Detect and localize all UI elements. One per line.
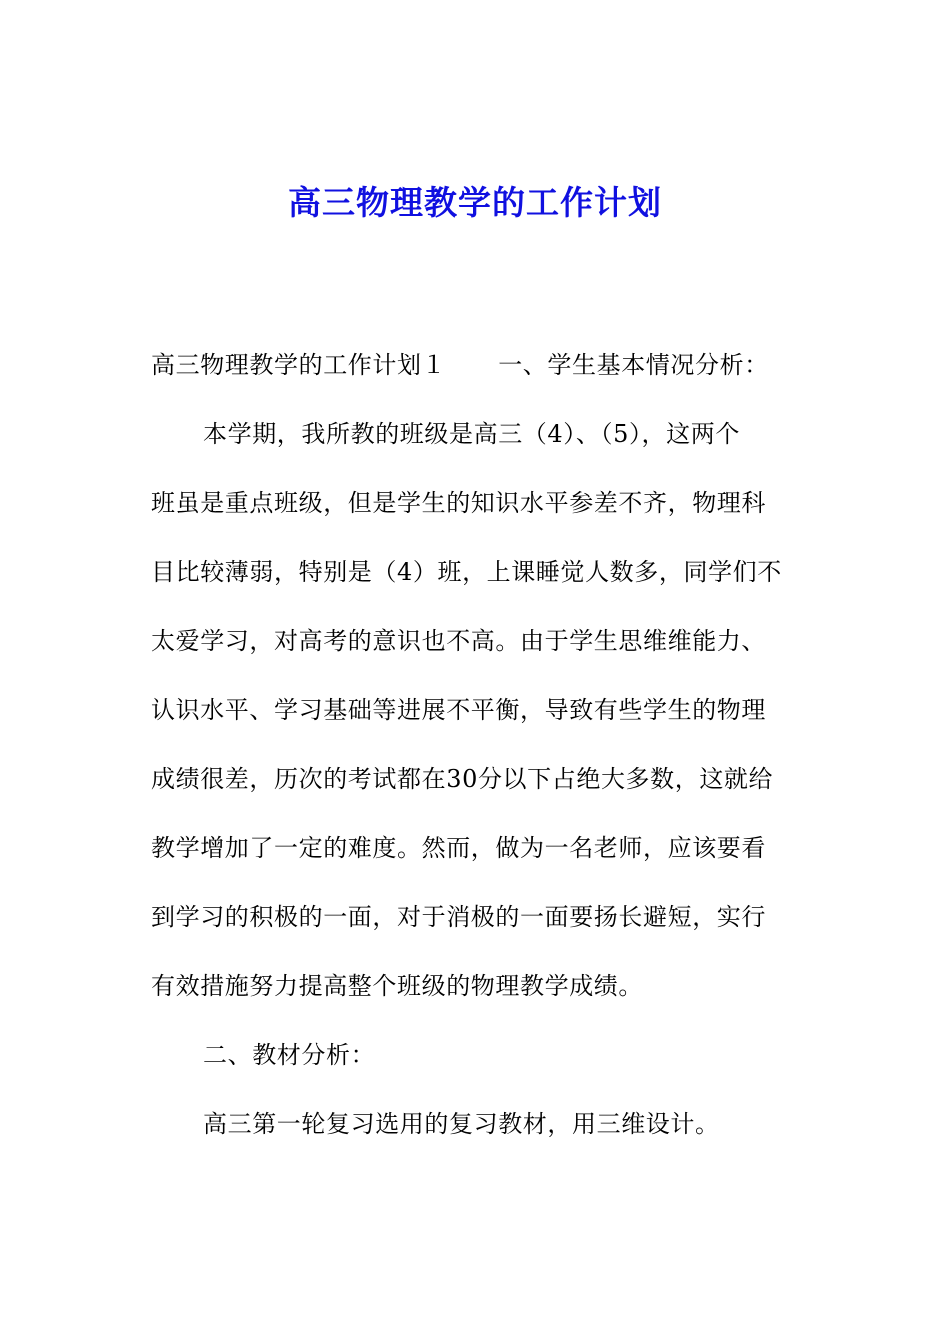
section2-heading: 二、教材分析： [203, 1041, 376, 1069]
section2 [151, 1021, 803, 1159]
paragraph-line: 有效措施努力提高整个班级的物理教学成绩。 [151, 972, 643, 1000]
paragraph-line: 班虽是重点班级，但是学生的知识水平参差不齐，物理科 [151, 489, 766, 517]
document-body [151, 331, 803, 1159]
plan-heading: 高三物理教学的工作计划１ [151, 351, 447, 379]
paragraph-line: 本学期，我所教的班级是高三（4）、（5），这两个 [203, 420, 740, 448]
paragraph-line: 太爱学习，对高考的意识也不高。由于学生思维维能力、 [151, 627, 766, 655]
paragraph-line: 成绩很差，历次的考试都在30分以下占绝大多数，这就给 [151, 765, 774, 793]
paragraph-line: 到学习的积极的一面，对于消极的一面要扬长避短，实行 [151, 903, 766, 931]
paragraph-student-analysis [151, 400, 803, 1021]
intro-line-text [151, 331, 803, 400]
section1-heading: 一、学生基本情况分析： [498, 351, 769, 379]
paragraph-line: 认识水平、学习基础等进展不平衡，导致有些学生的物理 [151, 696, 766, 724]
intro-line [151, 331, 803, 400]
document-title: 高三物理教学的工作计划 [288, 183, 662, 222]
section2-text: 高三第一轮复习选用的复习教材，用三维设计。 [203, 1110, 720, 1138]
paragraph-line: 教学增加了一定的难度。然而，做为一名老师，应该要看 [151, 834, 766, 862]
paragraph-line: 目比较薄弱，特别是（4）班，上课睡觉人数多，同学们不 [151, 558, 782, 586]
